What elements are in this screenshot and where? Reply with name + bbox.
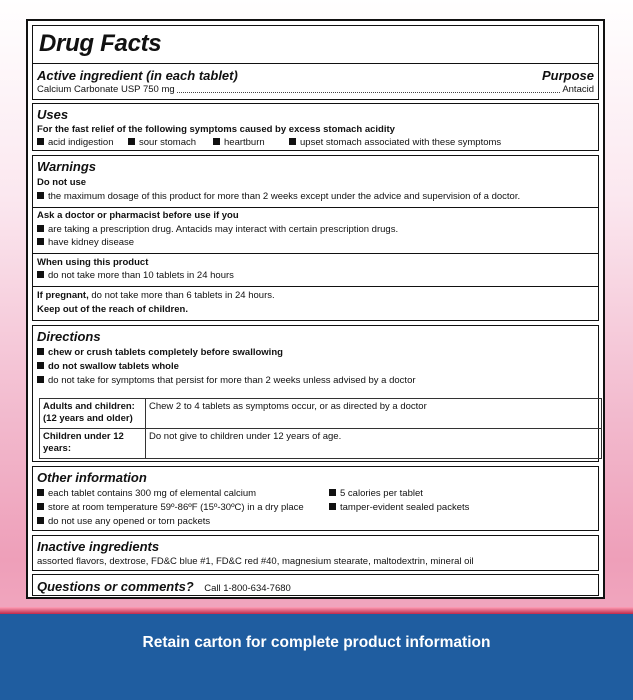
table-row: Adults and children: (12 years and older) Chew 2 to 4 tablets as symptoms occur, or as directed by a doctor	[40, 399, 602, 429]
list-item: do not use any opened or torn packets	[37, 516, 594, 528]
dosage-table	[39, 398, 602, 459]
list-item: do not take for symptoms that persist for more than 2 weeks unless advised by a doctor	[37, 375, 594, 387]
section-inactive-ingredients	[32, 535, 599, 571]
table-row: Children under 12 years: Do not give to children under 12 years of age.	[40, 429, 602, 459]
active-ingredient-heading: Active ingredient (in each tablet)	[37, 68, 238, 83]
list-item: are taking a prescription drug. Antacids may interact with certain prescription drugs.	[37, 224, 594, 236]
section-title-active	[32, 25, 599, 100]
when-using-heading: When using this product	[37, 257, 149, 268]
page-title: Drug Facts	[39, 30, 162, 57]
inactive-ingredients-list: assorted flavors, dextrose, FD&C blue #1, FD&C red #40, magnesium stearate, maltodextrin, mineral oil	[37, 556, 474, 567]
pregnancy-warning: If pregnant, do not take more than 6 tablets in 24 hours.	[37, 290, 275, 301]
list-item: acid indigestion	[37, 137, 114, 149]
directions-heading: Directions	[37, 329, 101, 344]
purpose-heading: Purpose	[541, 68, 594, 83]
list-item: do not take more than 10 tablets in 24 hours	[37, 270, 594, 282]
active-ingredient-value: Calcium Carbonate USP 750 mg	[37, 84, 175, 95]
uses-intro: For the fast relief of the following symptoms caused by excess stomach acidity	[37, 124, 395, 135]
inactive-heading: Inactive ingredients	[37, 539, 160, 554]
list-item: each tablet contains 300 mg of elemental calcium	[37, 488, 594, 500]
list-item: heartburn	[213, 137, 265, 149]
section-uses	[32, 103, 599, 151]
purpose-value: Antacid	[562, 84, 594, 95]
questions-heading: Questions or comments?	[37, 579, 194, 594]
section-directions	[32, 325, 599, 462]
list-item: do not swallow tablets whole	[37, 361, 594, 373]
warnings-heading: Warnings	[37, 159, 96, 174]
do-not-use-heading: Do not use	[37, 177, 87, 188]
list-item: 5 calories per tablet	[329, 488, 423, 500]
phone-number: Call 1-800-634-7680	[204, 583, 291, 594]
other-info-heading: Other information	[37, 470, 147, 485]
footer-banner	[0, 614, 633, 700]
list-item: upset stomach associated with these symptoms	[289, 137, 501, 149]
list-item: have kidney disease	[37, 237, 594, 249]
list-item: store at room temperature 59º-86ºF (15º-30ºC) in a dry place	[37, 502, 594, 514]
drug-facts-panel	[26, 19, 605, 599]
footer-text: Retain carton for complete product information	[142, 634, 491, 651]
list-item: sour stomach	[128, 137, 196, 149]
ask-doctor-heading: Ask a doctor or pharmacist before use if you	[37, 210, 239, 221]
divider-stripe	[0, 607, 633, 614]
list-item: tamper-evident sealed packets	[329, 502, 469, 514]
section-questions	[32, 574, 599, 596]
list-item: the maximum dosage of this product for more than 2 weeks except under the advice and supervision of a doctor.	[37, 191, 594, 203]
uses-heading: Uses	[37, 107, 69, 122]
section-warnings	[32, 155, 599, 321]
keep-out-warning: Keep out of the reach of children.	[37, 304, 188, 315]
list-item: chew or crush tablets completely before swallowing	[37, 347, 594, 359]
section-other-information	[32, 466, 599, 531]
